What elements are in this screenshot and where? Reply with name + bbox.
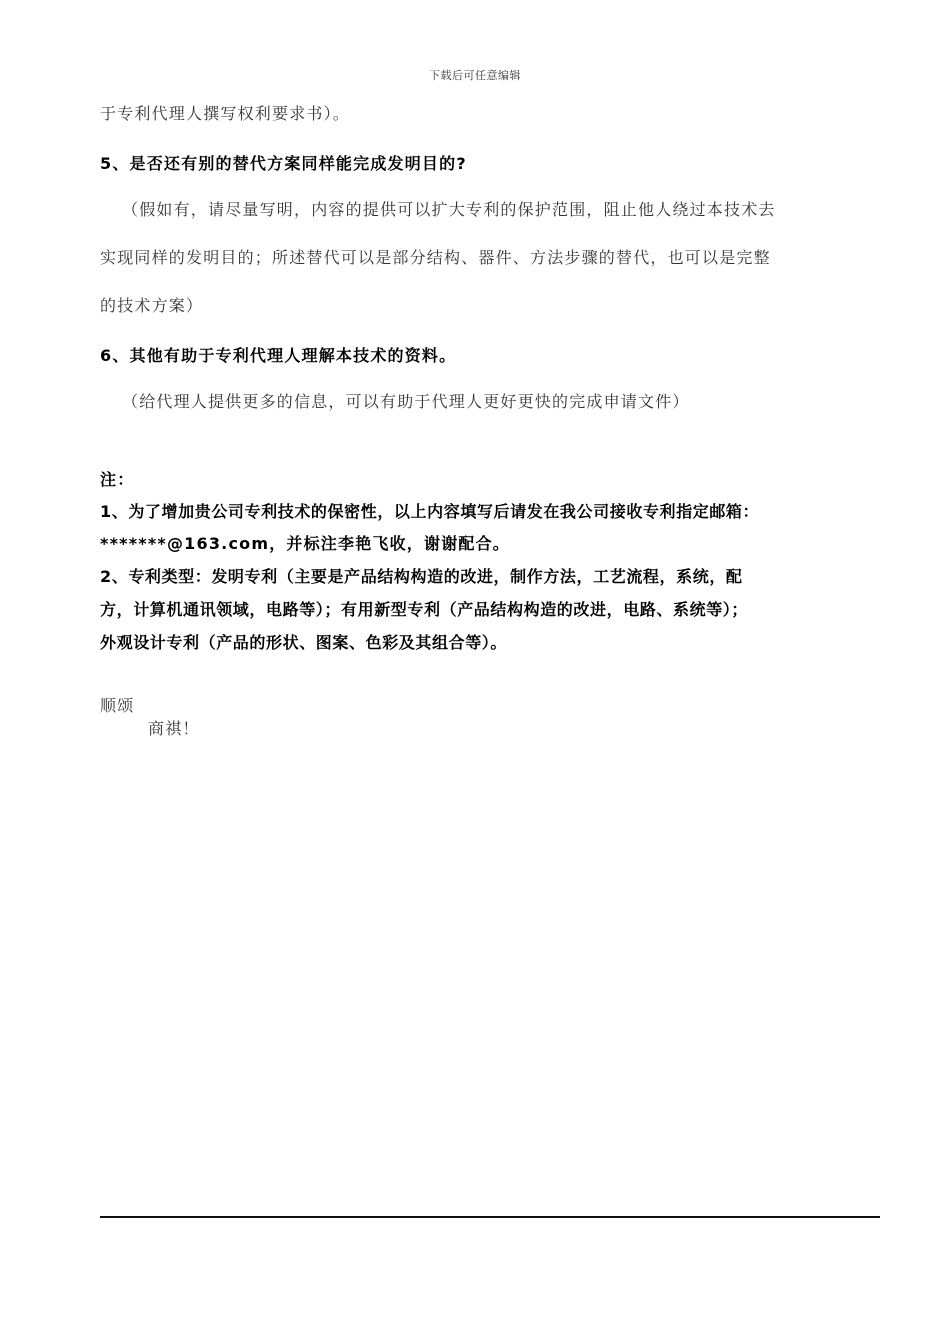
question-6-title: 6、其他有助于专利代理人理解本技术的资料。 bbox=[100, 346, 457, 365]
question-5-description-line-1: （假如有，请尽量写明，内容的提供可以扩大专利的保护范围，阻止他人绕过本技术去 bbox=[122, 200, 776, 219]
closing-line-1: 顺颂 bbox=[100, 696, 135, 715]
question-5-description-line-2: 实现同样的发明目的；所述替代可以是部分结构、器件、方法步骤的替代，也可以是完整 bbox=[100, 248, 771, 267]
note-2-line-1: 2、专利类型：发明专利（主要是产品结构构造的改进，制作方法，工艺流程，系统，配 bbox=[100, 567, 743, 586]
note-2-line-2: 方，计算机通讯领域，电路等）；有用新型专利（产品结构构造的改进，电路、系统等）； bbox=[100, 600, 749, 619]
footer-divider bbox=[100, 1216, 880, 1218]
note-2-line-3: 外观设计专利（产品的形状、图案、色彩及其组合等）。 bbox=[100, 633, 508, 652]
question-5-description-line-3: 的技术方案） bbox=[100, 296, 204, 315]
question-6-description: （给代理人提供更多的信息，可以有助于代理人更好更快的完成申请文件） bbox=[122, 392, 690, 411]
question-5-title: 5、是否还有别的替代方案同样能完成发明目的? bbox=[100, 154, 467, 173]
continuation-text: 于专利代理人撰写权利要求书）。 bbox=[100, 104, 351, 123]
note-title: 注： bbox=[100, 470, 135, 489]
note-1-line-1: 1、为了增加贵公司专利技术的保密性，以上内容填写后请发在我公司接收专利指定邮箱： bbox=[100, 502, 760, 521]
note-1-line-2: *******@163.com，并标注李艳飞收，谢谢配合。 bbox=[100, 534, 510, 553]
closing-line-2: 商祺！ bbox=[148, 719, 200, 738]
page-header: 下载后可任意编辑 bbox=[429, 69, 521, 82]
